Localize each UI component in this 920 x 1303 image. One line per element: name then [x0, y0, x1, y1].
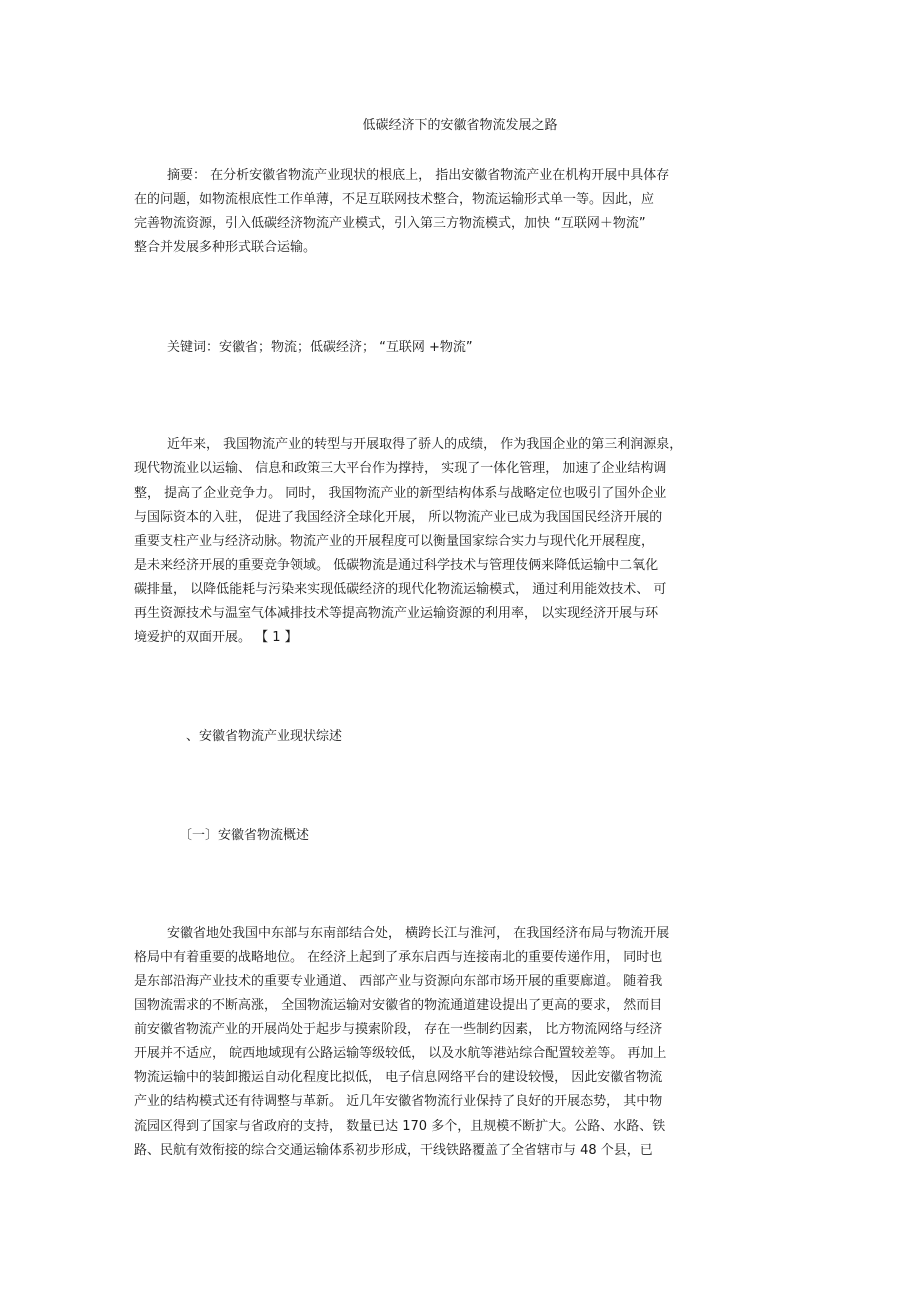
body-line: 产业的结构模式还有待调整与革新。 近几年安徽省物流行业保持了良好的开展态势， 其中物 — [134, 1094, 663, 1109]
intro-line: 碳排量， 以降低能耗与污染来实现低碳经济的现代化物流运输模式， 通过利用能效技术、 可 — [134, 582, 667, 597]
body-line: 格局中有着重要的战略地位。 在经济上起到了承东启西与连接南北的重要传递作用， 同时也 — [134, 950, 663, 965]
intro-line: 境爱护的双面开展。 【 1 】 — [134, 630, 298, 645]
body-line: 是东部沿海产业技术的重要专业通道、 西部产业与资源向东部市场开展的重要廊道。 随着我 — [134, 974, 663, 989]
abstract-line: 整合并发展多种形式联合运输。 — [134, 240, 317, 255]
abstract-line: 完善物流资源，引入低碳经济物流产业模式，引入第三方物流模式，加快 “互联网＋物流” — [134, 216, 646, 231]
body-line: 安徽省地处我国中东部与东南部结合处， 横跨长江与淮河， 在我国经济布局与物流开展 — [167, 926, 670, 941]
intro-line: 再生资源技术与温室气体减排技术等提高物流产业运输资源的利用率， 以实现经济开展与环 — [134, 606, 659, 621]
document-title: 低碳经济下的安徽省物流发展之路 — [362, 118, 558, 133]
intro-line: 是未来经济开展的重要竞争领域。 低碳物流是通过科学技术与管理伎俩来降低运输中二氧化 — [134, 558, 659, 573]
body-line: 物流运输中的装卸搬运自动化程度比拟低， 电子信息网络平台的建设较慢， 因此安徽省物流 — [134, 1070, 663, 1085]
section-heading: 、安徽省物流产业现状综述 — [186, 729, 343, 744]
body-line: 前安徽省物流产业的开展尚处于起步与摸索阶段， 存在一些制约因素， 比方物流网络与经济 — [134, 1022, 663, 1037]
subsection-heading: 〔一〕安徽省物流概述 — [179, 828, 310, 843]
intro-line: 近年来， 我国物流产业的转型与开展取得了骄人的成绩， 作为我国企业的第三利润源泉， — [167, 437, 683, 452]
abstract-line: 摘要： 在分析安徽省物流产业现状的根底上， 指出安徽省物流产业在机构开展中具体存 — [167, 168, 670, 183]
intro-line: 与国际资本的入驻， 促进了我国经济全球化开展， 所以物流产业已成为我国国民经济开展的 — [134, 510, 663, 525]
body-line: 路、民航有效衔接的综合交通运输体系初步形成，干线铁路覆盖了全省辖市与 48 个县，已 — [134, 1143, 653, 1158]
intro-line: 重要支柱产业与经济动脉。物流产业的开展程度可以衡量国家综合实力与现代化开展程度， — [134, 534, 655, 549]
keywords-line: 关键词：安徽省；物流；低碳经济； “互联网 +物流” — [167, 340, 473, 355]
body-line: 国物流需求的不断高涨， 全国物流运输对安徽省的物流通道建设提出了更高的要求， 然而目 — [134, 998, 663, 1013]
intro-line: 现代物流业以运输、 信息和政策三大平台作为撑持， 实现了一体化管理， 加速了企业结构调 — [134, 461, 667, 476]
body-line: 开展并不适应， 皖西地域现有公路运输等级较低， 以及水航等港站综合配置较差等。 再加上 — [134, 1046, 667, 1061]
abstract-line: 在的问题，如物流根底性工作单薄，不足互联网技术整合，物流运输形式单一等。因此，应 — [134, 192, 655, 207]
body-line: 流园区得到了国家与省政府的支持， 数量已达 170 多个，且规模不断扩大。公路、水路、铁 — [134, 1119, 666, 1134]
intro-line: 整， 提高了企业竞争力。 同时， 我国物流产业的新型结构体系与战略定位也吸引了国外企业 — [134, 486, 667, 501]
